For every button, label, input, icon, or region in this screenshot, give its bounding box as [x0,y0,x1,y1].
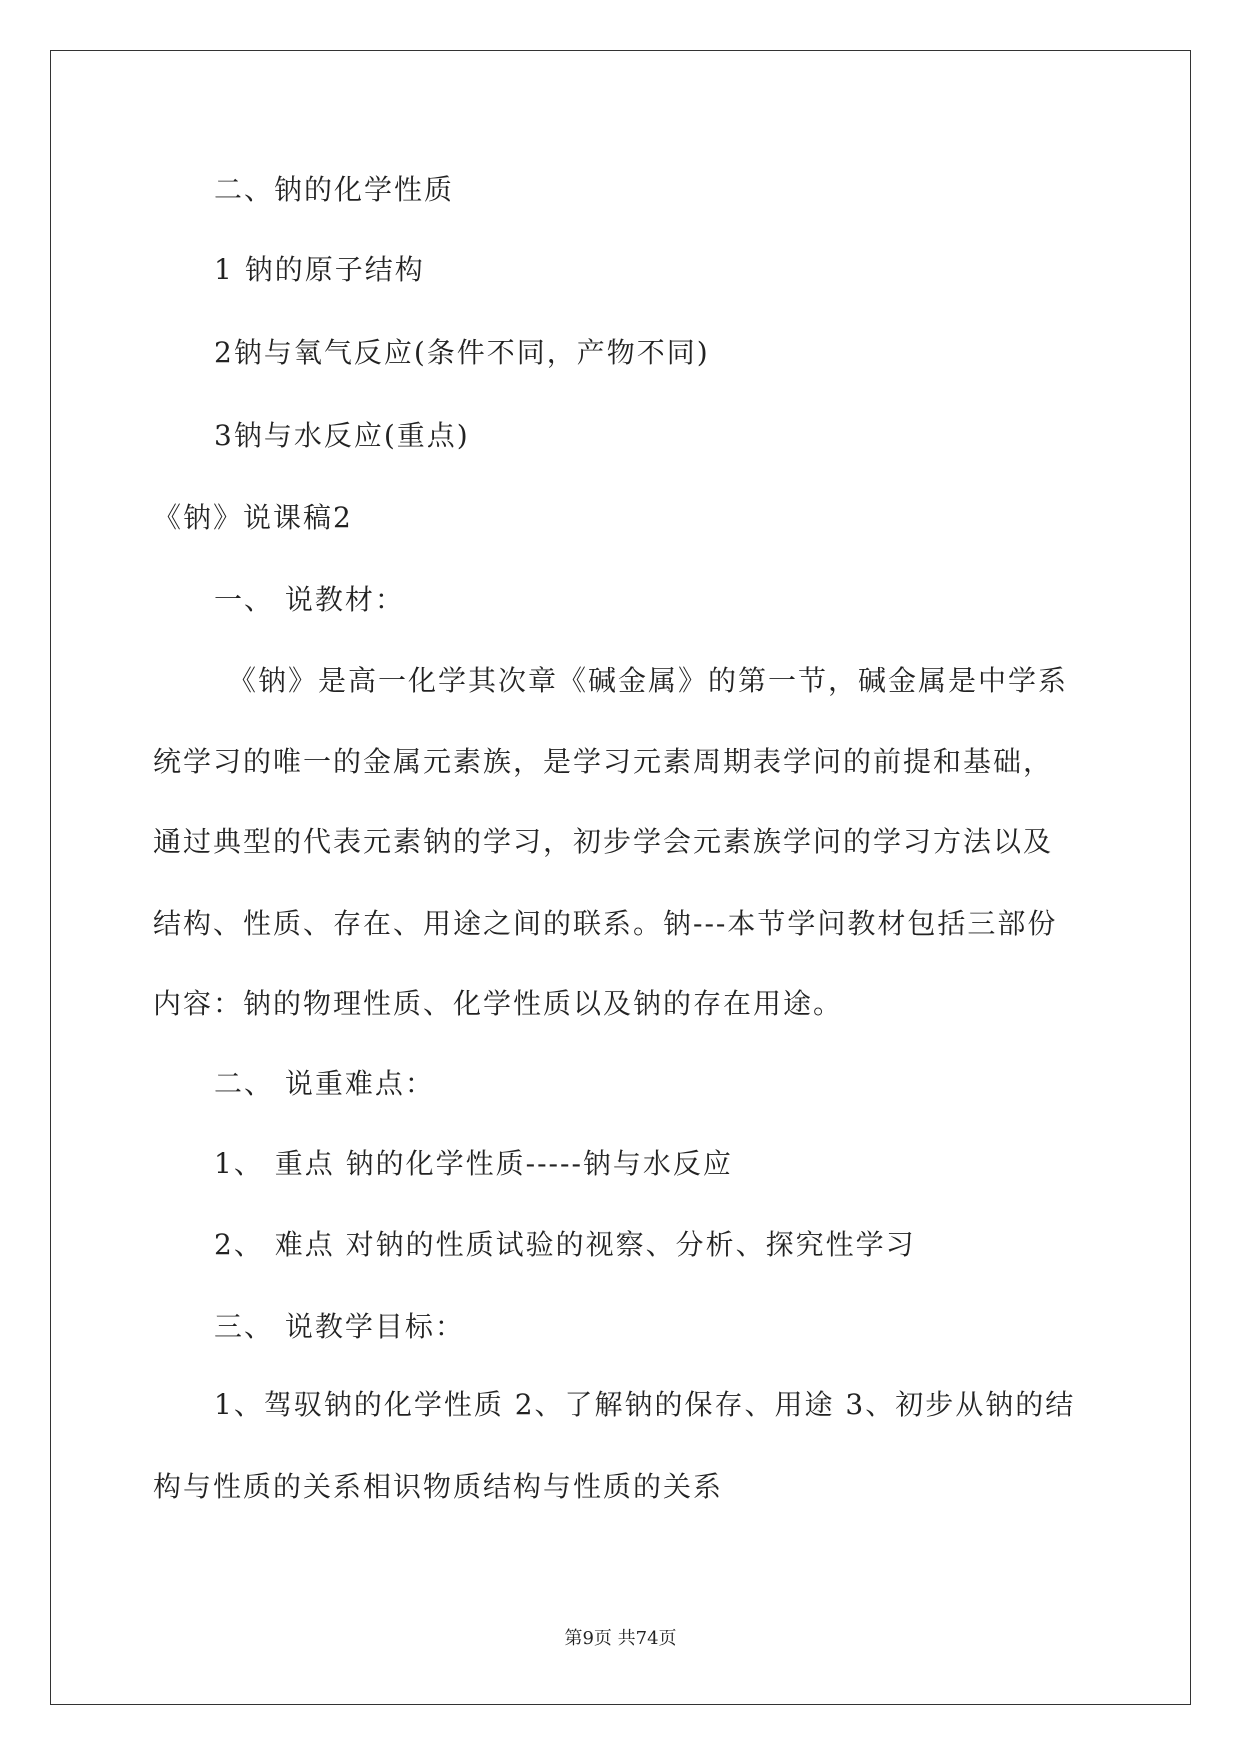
paragraph-line: 结构、性质、存在、用途之间的联系。钠---本节学问教材包括三部份 [153,907,1058,940]
document-title: 《钠》说课稿2 [153,501,353,534]
section-heading-chemical-properties: 二、钠的化学性质 [214,173,455,206]
list-item: 1 钠的原子结构 [214,253,425,286]
paragraph-line: 内容：钠的物理性质、化学性质以及钠的存在用途。 [153,987,844,1020]
list-item: 1、 重点 钠的化学性质-----钠与水反应 [214,1147,733,1180]
paragraph-line: 1、驾驭钠的化学性质 2、了解钠的保存、用途 3、初步从钠的结 [214,1388,1076,1421]
section-heading-objectives: 三、 说教学目标： [214,1310,465,1343]
paragraph-line: 统学习的唯一的金属元素族，是学习元素周期表学问的前提和基础， [153,745,1054,778]
paragraph-line: 《钠》是高一化学其次章《碱金属》的第一节，碱金属是中学系 [228,664,1069,697]
paragraph-line: 构与性质的关系相识物质结构与性质的关系 [153,1470,724,1503]
page-border [50,50,1191,1705]
section-heading-key-points: 二、 说重难点： [214,1067,435,1100]
list-item: 2钠与氧气反应(条件不同，产物不同) [214,336,710,369]
section-heading-textbook: 一、 说教材： [214,583,405,616]
list-item: 2、 难点 对钠的性质试验的视察、分析、探究性学习 [214,1228,916,1261]
list-item: 3钠与水反应(重点) [214,419,470,452]
paragraph-line: 通过典型的代表元素钠的学习，初步学会元素族学问的学习方法以及 [153,825,1054,858]
page-number-footer: 第9页 共74页 [564,1628,677,1649]
